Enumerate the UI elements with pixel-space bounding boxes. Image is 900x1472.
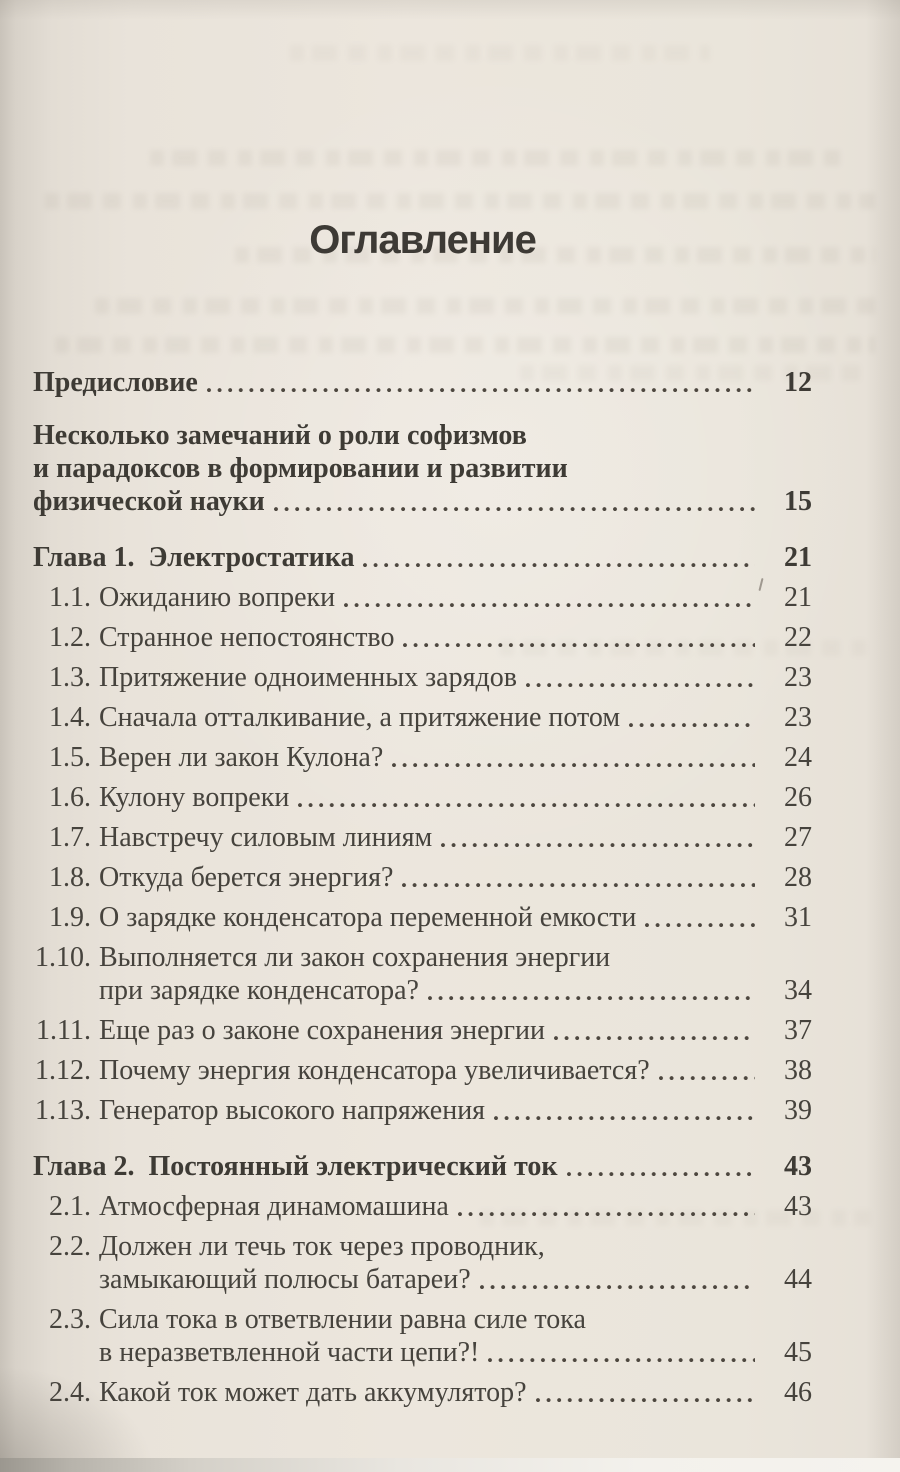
entry-line [99,741,812,774]
entry-body [99,901,812,934]
entry-text: Кулону вопреки [99,782,290,813]
entry-line [99,1303,812,1336]
entry-page-number: 27 [784,822,812,853]
entry-body [99,1376,812,1409]
entry-number: 1.6. [49,782,91,813]
entry-text: Навстречу силовым линиям [99,822,433,853]
table-of-contents [33,366,812,1416]
entry-body [99,661,812,694]
toc-entry [33,406,812,518]
toc-entry [33,1094,812,1127]
entry-number: 1.10. [35,942,91,973]
bleed-through-band [290,45,710,61]
toc-entry [33,781,812,814]
entry-page-number: 21 [784,582,812,613]
entry-line [99,1094,812,1127]
entry-text: Должен ли течь ток через проводник, [99,1231,545,1262]
dot-leader [645,901,755,934]
entry-body [99,1054,812,1087]
entry-page-number: 23 [784,662,812,693]
dot-leader [526,661,755,694]
entry-line [99,661,812,694]
entry-page-number: 38 [784,1055,812,1086]
entry-line [99,581,812,614]
entry-body [99,1303,812,1369]
entry-text: Сначала отталкивание, а притяжение потом [99,702,621,733]
entry-text: Еще раз о законе сохранения энергии [99,1015,545,1046]
dot-leader [554,1014,755,1047]
entry-line [99,941,812,974]
entry-page-number: 15 [784,486,812,517]
entry-page-number: 31 [784,902,812,933]
bleed-through-band [150,150,840,166]
entry-body [99,741,812,774]
entry-line [99,701,812,734]
entry-number: 1.8. [49,862,91,893]
entry-body [33,419,812,518]
entry-body [99,1014,812,1047]
entry-text: Несколько замечаний о роли софизмов [33,420,527,451]
entry-number: 1.9. [49,902,91,933]
page-title: Оглавление [309,218,536,262]
entry-text: Ожиданию вопреки [99,582,336,613]
entry-line [99,1014,812,1047]
toc-entry [33,1230,812,1296]
toc-entry [33,1376,812,1409]
entry-body [99,1094,812,1127]
dot-leader [567,1150,755,1183]
dot-leader [298,781,755,814]
entry-line [33,366,812,399]
entry-number: 1.12. [35,1055,91,1086]
entry-line [99,821,812,854]
entry-body [33,541,812,574]
entry-page-number: 34 [784,975,812,1006]
entry-number: 1.1. [49,582,91,613]
chapter-number: Глава 2. [33,1151,149,1182]
toc-entry [33,366,812,399]
entry-line [99,1263,812,1296]
entry-body [99,1190,812,1223]
entry-page-number: 26 [784,782,812,813]
bleed-through-band [95,298,875,314]
dot-leader [274,485,755,518]
entry-text: Верен ли закон Кулона? [99,742,384,773]
entry-number: 1.5. [49,742,91,773]
entry-page-number: 45 [784,1337,812,1368]
entry-number: 1.13. [35,1095,91,1126]
entry-line [99,1190,812,1223]
entry-text: Атмосферная динамомашина [99,1191,449,1222]
dot-leader [480,1263,755,1296]
toc-entry [33,581,812,614]
dot-leader [403,621,755,654]
entry-page-number: 12 [784,367,812,398]
entry-number: 2.4. [49,1377,91,1408]
toc-entry [33,525,812,574]
entry-text: Почему энергия конденсатора увеличивается? [99,1055,650,1086]
entry-line [99,1336,812,1369]
entry-page-number: 22 [784,622,812,653]
dot-leader [458,1190,755,1223]
toc-entry [33,1134,812,1183]
entry-line [99,901,812,934]
entry-text: в неразветвленной части цепи?! [99,1337,480,1368]
entry-text: Генератор высокого напряжения [99,1095,486,1126]
scan-bottom-edge [0,1458,900,1472]
entry-body [99,1230,812,1296]
dot-leader [402,861,755,894]
entry-number: 1.3. [49,662,91,693]
entry-page-number: 28 [784,862,812,893]
entry-text: физической науки [33,486,265,517]
entry-body [33,1150,812,1183]
dot-leader [488,1336,755,1369]
entry-line [33,452,812,485]
toc-entry [33,861,812,894]
entry-body [33,366,812,399]
toc-entry [33,661,812,694]
entry-text: Притяжение одноименных зарядов [99,662,517,693]
dot-leader [428,974,755,1007]
dot-leader [494,1094,755,1127]
dot-leader [629,701,755,734]
entry-number: 1.2. [49,622,91,653]
dot-leader [536,1376,756,1409]
entry-line [99,974,812,1007]
entry-page-number: 43 [784,1151,812,1182]
entry-page-number: 43 [784,1191,812,1222]
entry-line [99,781,812,814]
entry-number: 2.3. [49,1304,91,1335]
entry-page-number: 46 [784,1377,812,1408]
dot-leader [392,741,755,774]
entry-text: Какой ток может дать аккумулятор? [99,1377,527,1408]
toc-entry [33,1014,812,1047]
entry-line [33,485,812,518]
entry-text: Выполняется ли закон сохранения энергии [99,942,611,973]
dot-leader [207,366,755,399]
dot-leader [344,581,755,614]
entry-text: Глава 1. Электростатика [33,542,355,573]
entry-line [99,1054,812,1087]
entry-line [99,1376,812,1409]
entry-text: и парадоксов в формировании и развитии [33,453,568,484]
entry-number: 1.4. [49,702,91,733]
entry-body [99,581,812,614]
entry-text: Странное непостоянство [99,622,395,653]
toc-entry [33,901,812,934]
toc-entry [33,821,812,854]
entry-text: при зарядке конденсатора? [99,975,419,1006]
entry-line [99,1230,812,1263]
entry-body [99,701,812,734]
entry-text: замыкающий полюсы батареи? [99,1264,471,1295]
toc-entry [33,701,812,734]
bleed-through-band [55,337,875,353]
entry-line [33,1150,812,1183]
entry-page-number: 21 [784,542,812,573]
entry-text: Откуда берется энергия? [99,862,394,893]
entry-body [99,941,812,1007]
entry-body [99,781,812,814]
entry-page-number: 39 [784,1095,812,1126]
entry-text: Предисловие [33,367,198,398]
dot-leader [363,541,755,574]
entry-line [99,621,812,654]
toc-entry [33,621,812,654]
chapter-number: Глава 1. [33,542,149,573]
entry-page-number: 44 [784,1264,812,1295]
toc-entry [33,1303,812,1369]
entry-number: 1.7. [49,822,91,853]
entry-body [99,861,812,894]
entry-page-number: 24 [784,742,812,773]
entry-line [99,861,812,894]
entry-line [33,419,812,452]
entry-page-number: 37 [784,1015,812,1046]
entry-body [99,621,812,654]
entry-body [99,821,812,854]
toc-entry [33,1190,812,1223]
entry-line [33,541,812,574]
dot-leader [659,1054,755,1087]
bleed-through-band [45,193,875,209]
entry-text: О зарядке конденсатора переменной емкости [99,902,637,933]
toc-entry [33,741,812,774]
entry-number: 1.11. [36,1015,91,1046]
entry-page-number: 23 [784,702,812,733]
entry-text: Сила тока в ответвлении равна силе тока [99,1304,586,1335]
dot-leader [441,821,755,854]
entry-text: Глава 2. Постоянный электрический ток [33,1151,558,1182]
entry-number: 2.1. [49,1191,91,1222]
entry-number: 2.2. [49,1231,91,1262]
toc-entry [33,941,812,1007]
toc-entry [33,1054,812,1087]
